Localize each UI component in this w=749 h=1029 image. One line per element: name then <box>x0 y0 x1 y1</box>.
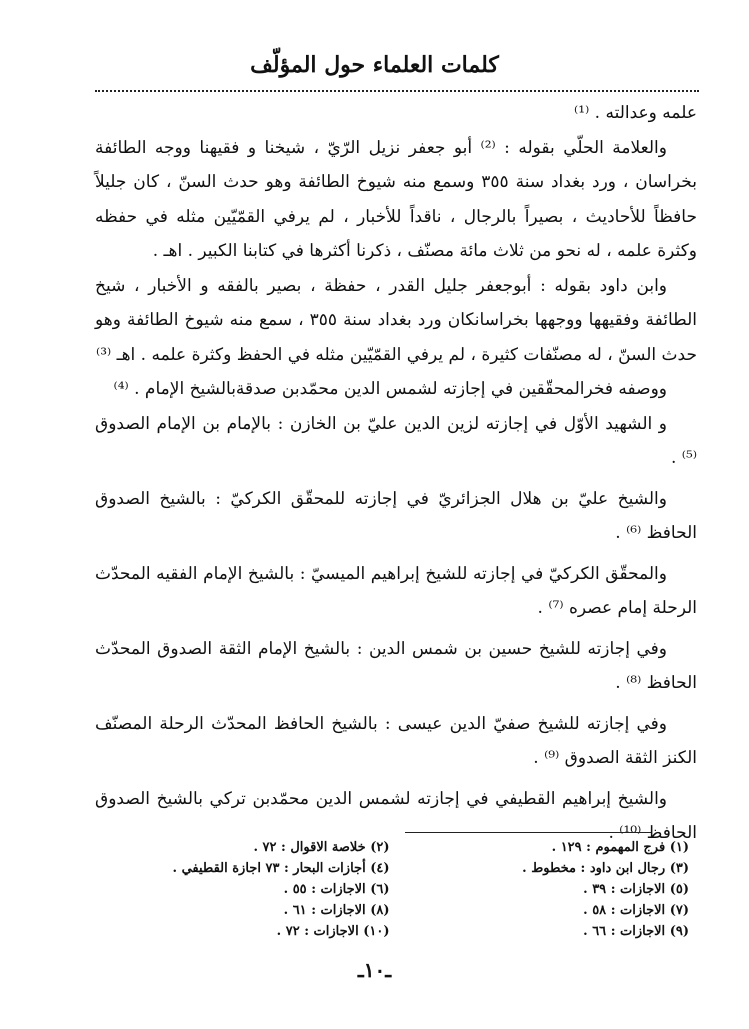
footnote-item: (٤) أجازات البحار : ٧٣ اجازة القطيفي . <box>172 861 390 876</box>
paragraph: ووصفه فخرالمحقّقين في إجازته لشمس الدين محمّدبن صدقةبالشيخ الإمام . ⁽⁴⁾ <box>113 379 667 399</box>
paragraph: والشيخ إبراهيم القطيفي في إجازته لشمس الدين محمّدبن تركي بالشيخ الصدوق الحافظ ⁽¹⁰⁾ . <box>95 788 697 843</box>
page-number: ـ١٠ـ <box>357 958 392 982</box>
page-title: كلمات العلماء حول المؤلّف <box>250 52 499 78</box>
footnote-item: (١) فرج المهموم : ١٢٩ . <box>551 840 689 855</box>
paragraph: علمه وعدالته . ⁽¹⁾ <box>574 103 697 123</box>
footnote-item: (٨) الاجازات : ٦١ . <box>283 903 390 918</box>
main-text <box>95 96 697 851</box>
footnote-item: (٢) خلاصة الاقوال : ٧٢ . <box>253 840 390 855</box>
header-divider <box>95 90 699 92</box>
footnote-item: (٧) الاجازات : ٥٨ . <box>583 903 689 918</box>
paragraph: و الشهيد الأوّل في إجازته لزين الدين عليّ بن الخازن : بالإمام بن الإمام الصدوق ⁽⁵⁾ . <box>95 413 697 468</box>
paragraph: والعلامة الحلّي بقوله : ⁽²⁾ أبو جعفر نزيل الرّيّ ، شيخنا و فقيهنا ووجه الطائفة بخراسان ، ورد بغداد سنة ٣٥٥ وسمع منه شيوخ الطائفة وهو حدث السنّ ، كان جليلاً حافظاً للأحاديث ، بصيراً بالرجال ، ناقداً للأخبار ، لم يرفي القمّيّين مثله في حفظه وكثرة علمه ، له نحو من ثلاث مائة مصنّف ، ذكرنا أكثرها في كتابنا الكبير . اهـ . <box>95 137 697 261</box>
footnote-item: (٦) الاجازات : ٥٥ . <box>283 882 390 897</box>
footnote-item: (١٠) الاجازات : ٧٢ . <box>276 924 390 939</box>
footnotes <box>110 838 689 942</box>
footnote-item: (٥) الاجازات : ٣٩ . <box>583 882 689 897</box>
footnote-item: (٣) رجال ابن داود : مخطوط . <box>522 861 689 876</box>
paragraph: وفي إجازته للشيخ صفيّ الدين عيسى : بالشيخ الحافظ المحدّث الرحلة المصنّف الكنز الثقة الصدوق ⁽⁹⁾ . <box>95 713 697 768</box>
paragraph: والمحقّق الكركيّ في إجازته للشيخ إبراهيم الميسيّ : بالشيخ الإمام الفقيه المحدّث الرحلة إمام عصره ⁽⁷⁾ . <box>95 563 697 618</box>
paragraph: والشيخ عليّ بن هلال الجزائريّ في إجازته للمحقّق الكركيّ : بالشيخ الصدوق الحافظ ⁽⁶⁾ . <box>95 488 697 543</box>
footnote-item: (٩) الاجازات : ٦٦ . <box>583 924 689 939</box>
paragraph: وفي إجازته للشيخ حسين بن شمس الدين : بالشيخ الإمام الثقة الصدوق المحدّث الحافظ ⁽⁸⁾ . <box>95 638 697 693</box>
paragraph: وابن داود بقوله : أبوجعفر جليل القدر ، حفظة ، بصير بالفقه و الأخبار ، شيخ الطائفة وفقيهها ووجهها بخراسانكان ورد بغداد سنة ٣٥٥ ، سمع منه شيوخ الطائفة وهو حدث السنّ ، له مصنّفات كثيرة ، لم يرفي القمّيّين مثله في الحفظ وكثرة علمه . اهـ ⁽³⁾ <box>95 275 697 365</box>
footnote-divider <box>405 832 651 833</box>
